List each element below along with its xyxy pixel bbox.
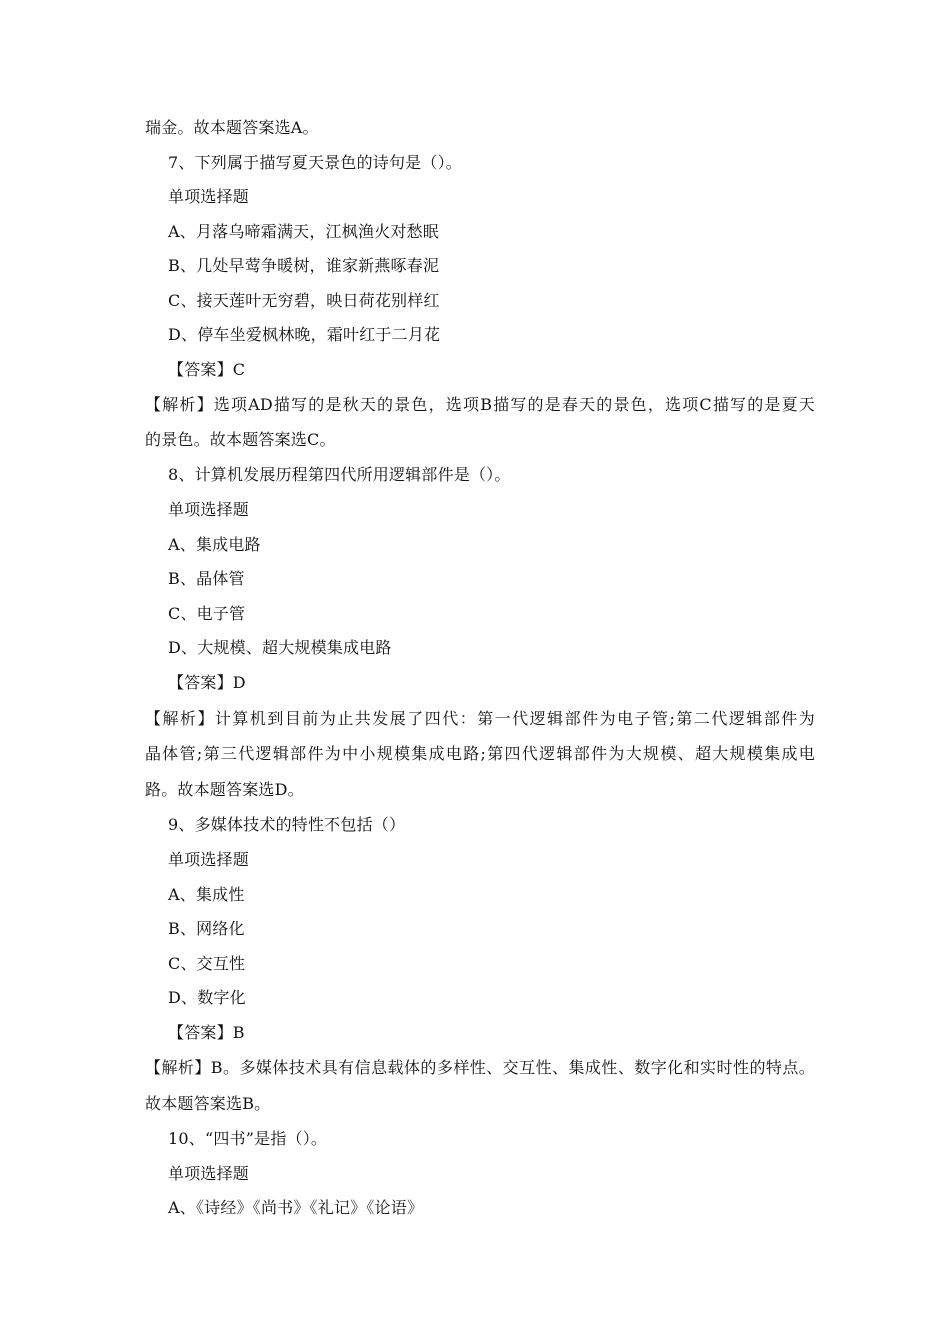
question-7-analysis-line-1: 【解析】选项AD描写的是秋天的景色，选项B描写的是春天的景色，选项C描写的是夏天 <box>145 395 815 414</box>
question-9-option-d: D、数字化 <box>168 988 246 1007</box>
question-8-answer: 【答案】D <box>168 673 246 692</box>
question-9-stem: 9、多媒体技术的特性不包括（） <box>168 815 406 834</box>
question-7-type: 单项选择题 <box>168 187 250 206</box>
question-9-answer: 【答案】B <box>168 1023 245 1042</box>
question-8-type: 单项选择题 <box>168 500 250 519</box>
question-8-option-c: C、电子管 <box>168 604 246 623</box>
question-7-option-d: D、停车坐爱枫林晚，霜叶红于二月花 <box>168 325 441 344</box>
question-8-analysis-line-2: 晶体管;第三代逻辑部件为中小规模集成电路;第四代逻辑部件为大规模、超大规模集成电 <box>145 744 815 763</box>
question-9-type: 单项选择题 <box>168 850 250 869</box>
question-9-option-a: A、集成性 <box>168 885 245 904</box>
question-9-analysis-line-1: 【解析】B。多媒体技术具有信息载体的多样性、交互性、集成性、数字化和实时性的特点。 <box>145 1058 815 1077</box>
question-8-analysis-line-3: 路。故本题答案选D。 <box>145 780 304 799</box>
question-8-analysis-line-1: 【解析】计算机到目前为止共发展了四代：第一代逻辑部件为电子管;第二代逻辑部件为 <box>145 709 815 728</box>
question-10-option-a: A、《诗经》《尚书》《礼记》《论语》 <box>168 1198 424 1217</box>
question-10-type: 单项选择题 <box>168 1164 250 1183</box>
question-9-analysis-line-2: 故本题答案选B。 <box>145 1094 271 1113</box>
question-8-option-b: B、晶体管 <box>168 569 245 588</box>
question-7-stem: 7、下列属于描写夏天景色的诗句是（）。 <box>168 153 462 172</box>
question-8-option-a: A、集成电路 <box>168 535 261 554</box>
text-line: 瑞金。故本题答案选A。 <box>145 118 319 137</box>
question-7-analysis-line-2: 的景色。故本题答案选C。 <box>145 430 336 449</box>
question-7-option-c: C、接天莲叶无穷碧，映日荷花别样红 <box>168 291 440 310</box>
question-7-option-b: B、几处早莺争暖树，谁家新燕啄春泥 <box>168 256 440 275</box>
question-10-stem: 10、“四书”是指（）。 <box>168 1129 328 1148</box>
question-9-option-b: B、网络化 <box>168 919 245 938</box>
question-8-option-d: D、大规模、超大规模集成电路 <box>168 638 392 657</box>
question-7-answer: 【答案】C <box>168 360 246 379</box>
question-9-option-c: C、交互性 <box>168 954 246 973</box>
question-7-option-a: A、月落乌啼霜满天，江枫渔火对愁眠 <box>168 222 439 241</box>
question-8-stem: 8、计算机发展历程第四代所用逻辑部件是（）。 <box>168 465 511 484</box>
